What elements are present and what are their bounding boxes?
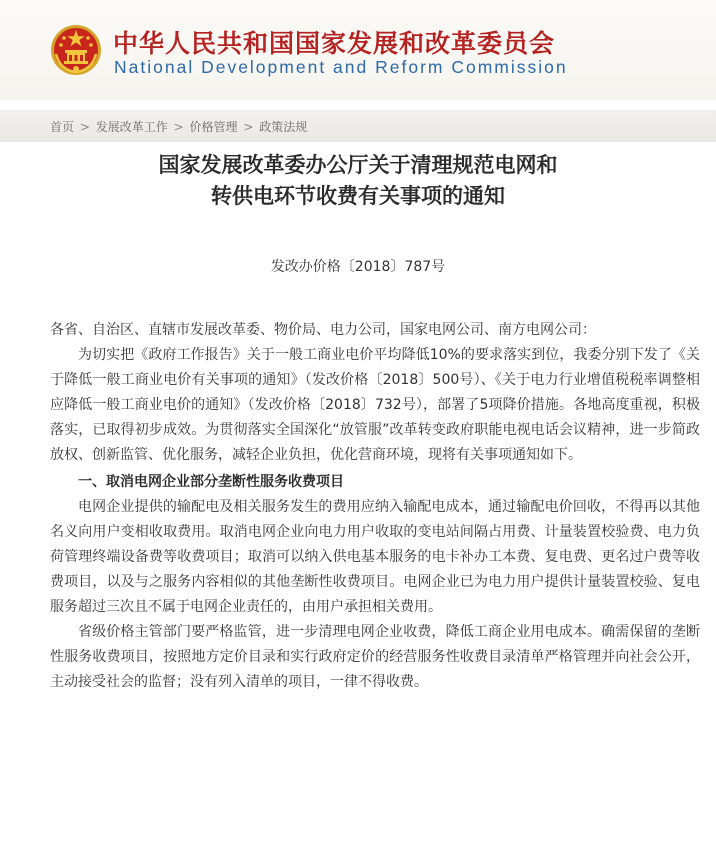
national-emblem-icon bbox=[50, 24, 102, 76]
section-1-paragraph-2: 省级价格主管部门要严格监管，进一步清理电网企业收费，降低工商企业用电成本。确需保留的垄断性服务收费项目，按照地方定价目录和实行政府定价的经营服务性收费目录清单严格管理并向社会公开，主动接受社会的监督；没有列入清单的项目，一律不得收费。 bbox=[50, 624, 700, 690]
document-body bbox=[50, 318, 700, 695]
breadcrumb-separator: > bbox=[243, 120, 254, 134]
org-name-en: National Development and Reform Commission bbox=[114, 57, 568, 77]
document-number: 发改办价格〔2018〕787号 bbox=[270, 259, 446, 275]
breadcrumb-price-management[interactable]: 价格管理 bbox=[189, 120, 238, 134]
breadcrumb bbox=[0, 110, 716, 142]
paragraph-intro: 为切实把《政府工作报告》关于一般工商业电价平均降低10%的要求落实到位，我委分别下发了《关于降低一般工商业电价有关事项的通知》（发改价格〔2018〕500号）、《关于电力行业增值税税率调整相应降低一般工商业电价的通知》（发改价格〔2018〕732号），部署了5项降价措施。各地高度重视，积极落实，已取得初步成效。为贯彻落实全国深化“放管服”改革转变政府职能电视电话会议精神，进一步简政放权、创新监管、优化服务，减轻企业负担，优化营商环境，现将有关事项通知如下。 bbox=[50, 347, 700, 463]
breadcrumb-home[interactable]: 首页 bbox=[50, 120, 75, 134]
addressee: 各省、自治区、直辖市发展改革委、物价局、电力公司，国家电网公司、南方电网公司： bbox=[50, 322, 596, 338]
breadcrumb-reform-work[interactable]: 发展改革工作 bbox=[95, 120, 168, 134]
breadcrumb-separator: > bbox=[173, 120, 184, 134]
document-title-line-1: 国家发展改革委办公厅关于清理规范电网和 bbox=[158, 152, 558, 177]
breadcrumb-policy[interactable]: 政策法规 bbox=[259, 120, 308, 134]
site-header bbox=[0, 0, 716, 100]
breadcrumb-separator: > bbox=[79, 120, 90, 134]
section-1-paragraph-1: 电网企业提供的输配电及相关服务发生的费用应纳入输配电成本，通过输配电价回收，不得再以其他名义向用户变相收取费用。取消电网企业向电力用户收取的变电站间隔占用费、计量装置校验费、电力负荷管理终端设备费等收费项目；取消可以纳入供电基本服务的电卡补办工本费、复电费、更名过户费等收费项目，以及与之服务内容相似的其他垄断性收费项目。电网企业已为电力用户提供计量装置校验、复电服务超过三次且不属于电网企业责任的，由用户承担相关费用。 bbox=[50, 499, 700, 615]
org-name-cn: 中华人民共和国国家发展和改革委员会 bbox=[113, 29, 556, 58]
document-title-line-2: 转供电环节收费有关事项的通知 bbox=[211, 183, 505, 208]
breadcrumb-trail bbox=[50, 118, 307, 135]
section-1-heading: 一、取消电网企业部分垄断性服务收费项目 bbox=[78, 474, 344, 490]
document-title bbox=[0, 149, 716, 211]
